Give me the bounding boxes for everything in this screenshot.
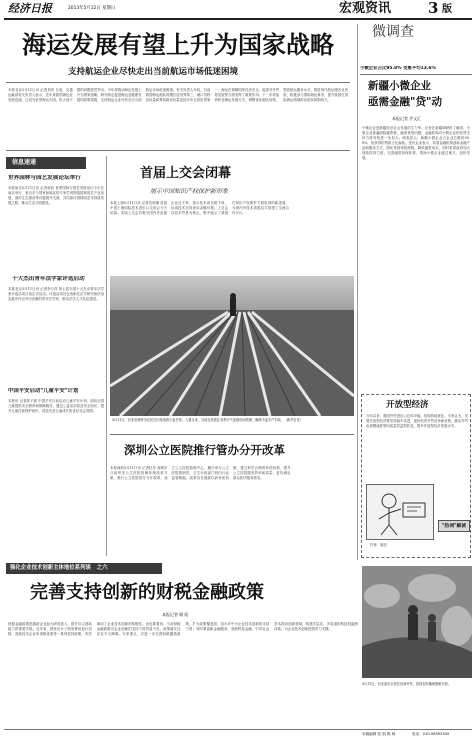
footer-editors: 本版编辑 张 凯 陈 杨: [362, 732, 396, 736]
survey-tag: [372, 24, 414, 40]
hospital-headline: 深圳公立医院推行管办分开改革: [124, 443, 285, 457]
expo-subhead: 展示中国知识产权保护新形象: [150, 188, 229, 195]
lead-subhead: 支持航运企业尽快走出当前航运市场低迷困境: [68, 67, 239, 77]
bottom-photo-caption: 5月11日，河北某市农民在田间劳作，抢抓农时确保夏粮丰收。: [362, 682, 451, 686]
survey-headline-1: 新疆小微企业: [368, 80, 431, 92]
center-rule: [110, 434, 354, 435]
econ-hotword-label: "热词"解读: [441, 524, 467, 529]
farm-photo-caption: 5月11日，河北省黄骅市农民在田里查看小麦长势。入夏以来，当地农民抓住有利天气加强田间管理，确保小麦丰产丰收。（新华社发）: [112, 418, 303, 422]
cartoon-drawing: [367, 485, 433, 539]
survey-headline-2: 亟需金融"贷"动: [368, 96, 442, 108]
bottom-photo: [362, 566, 472, 678]
newspaper-logo: 经济日报: [8, 2, 52, 15]
right-column-divider: [357, 24, 358, 560]
series-byline: 本报记者 顾 阳: [162, 612, 189, 617]
masthead-rule: [4, 18, 472, 20]
econ-body: 今年以来，我国外贸进出口总体平稳，结构持续优化。专家认为，发展开放型经济要坚持稳中求进，加快培育外贸竞争新优势，推动外贸由规模速度型向质量效益型转变，提升开放型经济发展水平。: [366, 414, 468, 428]
expo-headline: 首届上交会闭幕: [140, 166, 232, 181]
brief-2-title: 十大杰出青年法学家评选启动: [12, 276, 85, 282]
farm-photo: [110, 276, 354, 416]
briefs-divider: [106, 156, 107, 556]
econ-title: 开放型经济: [386, 400, 429, 410]
bottom-photo-image: [362, 566, 472, 678]
series-banner-number: 之六: [96, 565, 108, 571]
page-unit: 版: [442, 4, 452, 15]
lead-bottom-rule: [6, 150, 350, 151]
brief-3-body: 本报讯 记者郭子源 中国平安日前启动儿童平安计划，面向全国儿童提供安全教育和保障服务，通过公益活动普及安全知识，提升儿童自我保护意识，营造关爱儿童成长的良好社会氛围。: [8, 399, 104, 413]
masthead: [0, 0, 476, 18]
econ-cartoon: [366, 484, 434, 540]
brief-1-title: 世界园林与园艺发展论坛举行: [8, 175, 81, 181]
series-body: 财税金融政策是激励企业加大研发投入、提升自主创新能力的重要手段。近年来，国家出台了研发费用加计扣除、高新技术企业所得税优惠等一系列扶持政策，有效调动了企业技术创新的积极性。但也要看到，当前财税金融政策对企业创新的支持力度仍显不足，政策落实还存在不少障碍。专家建议，应进一步完善财税激励政策，扩大政策覆盖面，加大对中小企业技术创新的支持力度；同时要创新金融服务，发展科技金融，引导社会资本投向创新领域，构建多层次、多渠道的科技投融资体系，为企业技术创新提供有力支撑。: [8, 622, 358, 636]
econ-hotword-badge: [438, 520, 470, 532]
series-banner-label: 强化企业技术创新主体地位系列谈: [10, 565, 91, 571]
survey-byline: 本报记者 乔文汇: [392, 116, 422, 121]
survey-rule: [360, 74, 472, 75]
cartoon-credit: 作者：施亮: [370, 543, 387, 547]
lead-rule: [6, 82, 350, 83]
series-banner: [6, 563, 162, 574]
series-headline: 完善支持创新的财税金融政策: [30, 582, 264, 603]
footer-contact: 电话：010-58392345: [412, 732, 450, 736]
lead-headline: 海运发展有望上升为国家战略: [22, 31, 334, 59]
hospital-body: 本报深圳5月11日讯 记者杜芳 深圳市日前印发公立医院管理体制改革方案，推行公立医院管办分开改革，成立公立医院管理中心，履行举办公立医院的职责，卫生行政部门回归行业监管职能。改革旨在破除以药补医机制，建立科学合理的补偿机制，提升公立医院服务效率和质量，更好满足群众医疗服务需求。: [110, 466, 291, 480]
lead-body: 本报北京5月11日讯 记者刘亮 日前，交通运输部有关负责人表示，近年来我国海运业发展迅速，已成为世界海运大国，但大而不强的问题依然突出。今年将推动海运发展上升为国家战略，研究制定促进海运业健康发展的政策措施，支持航运企业尽快走出当前航运市场低迷困境。有关负责人介绍，目前我国海运船队规模位居世界第三，港口货物吞吐量和集装箱吞吐量连续多年位居世界第一，海运在保障国家经济安全、促进对外贸易发展等方面发挥了重要作用。下一步将加快转变海运发展方式，调整优化船队结构，提高航运服务水平，推进现代航运服务业发展，积极参与国际海运事务，提升我国在国际海运领域的话语权和影响力。: [8, 88, 348, 102]
footer-rule: [4, 729, 472, 730]
survey-note: 小微企业占比95.8% 受惠平均13.6%: [360, 66, 436, 71]
survey-body: 小微企业是新疆经济社会发展的生力军。记者在新疆调研时了解到，小微企业普遍面临融资难、融资贵的问题，金融机构对小微企业的信贷支持力度有待进一步加大。调查显示，新疆小微企业占企业总数的95.8%，但获得的贷款占比偏低。受访企业表示，希望金融机构创新金融产品和服务方式，简化贷款审批流程，降低融资成本，同时希望政府加大财政扶持力度，完善融资担保体系，帮助小微企业渡过难关、加快发展。: [362, 126, 470, 160]
survey-tag-label: 微调查: [372, 24, 414, 40]
briefs-tag-label: 信息速递: [12, 159, 37, 166]
brief-1-body: 本报南京5月11日讯 记者蒋波 世界园林与园艺发展论坛今天在南京举行，来自多个国家和地区的专家学者围绕园林园艺产业发展、城市生态建设等议题展开交流，共同探讨园林园艺可持续发展之路，推动生态文明建设。: [8, 186, 104, 205]
briefs-tag: [6, 157, 86, 169]
section-name: 宏观资讯: [339, 1, 392, 16]
brief-3-title: 中国平安启动"儿童平安"计划: [8, 388, 79, 394]
brief-2-body: 本报北京5月11日讯 记者李万祥 第七届全国十大杰出青年法学家评选活动日前正式启动。评选活动旨在表彰在法学研究和法治实践中作出突出贡献的青年法学家，推动法学人才队伍建设。: [8, 287, 104, 301]
farm-photo-image: [110, 276, 354, 416]
issue-date: 2013年5月12日 星期日: [68, 6, 116, 11]
page-number: 3: [428, 0, 439, 17]
expo-body: 本报上海5月11日讯 记者沈则瑾 首届中国上海国际技术进出口交易会今天闭幕。本届上交会共吸引国内外参展企业近千家，展示技术项目数千项，达成技术交易意向金额可观。上交会以技术贸易为核心，集中展示了我国在知识产权保护方面取得的新进展，为国内外技术供需双方搭建了交流合作平台。: [110, 201, 289, 215]
